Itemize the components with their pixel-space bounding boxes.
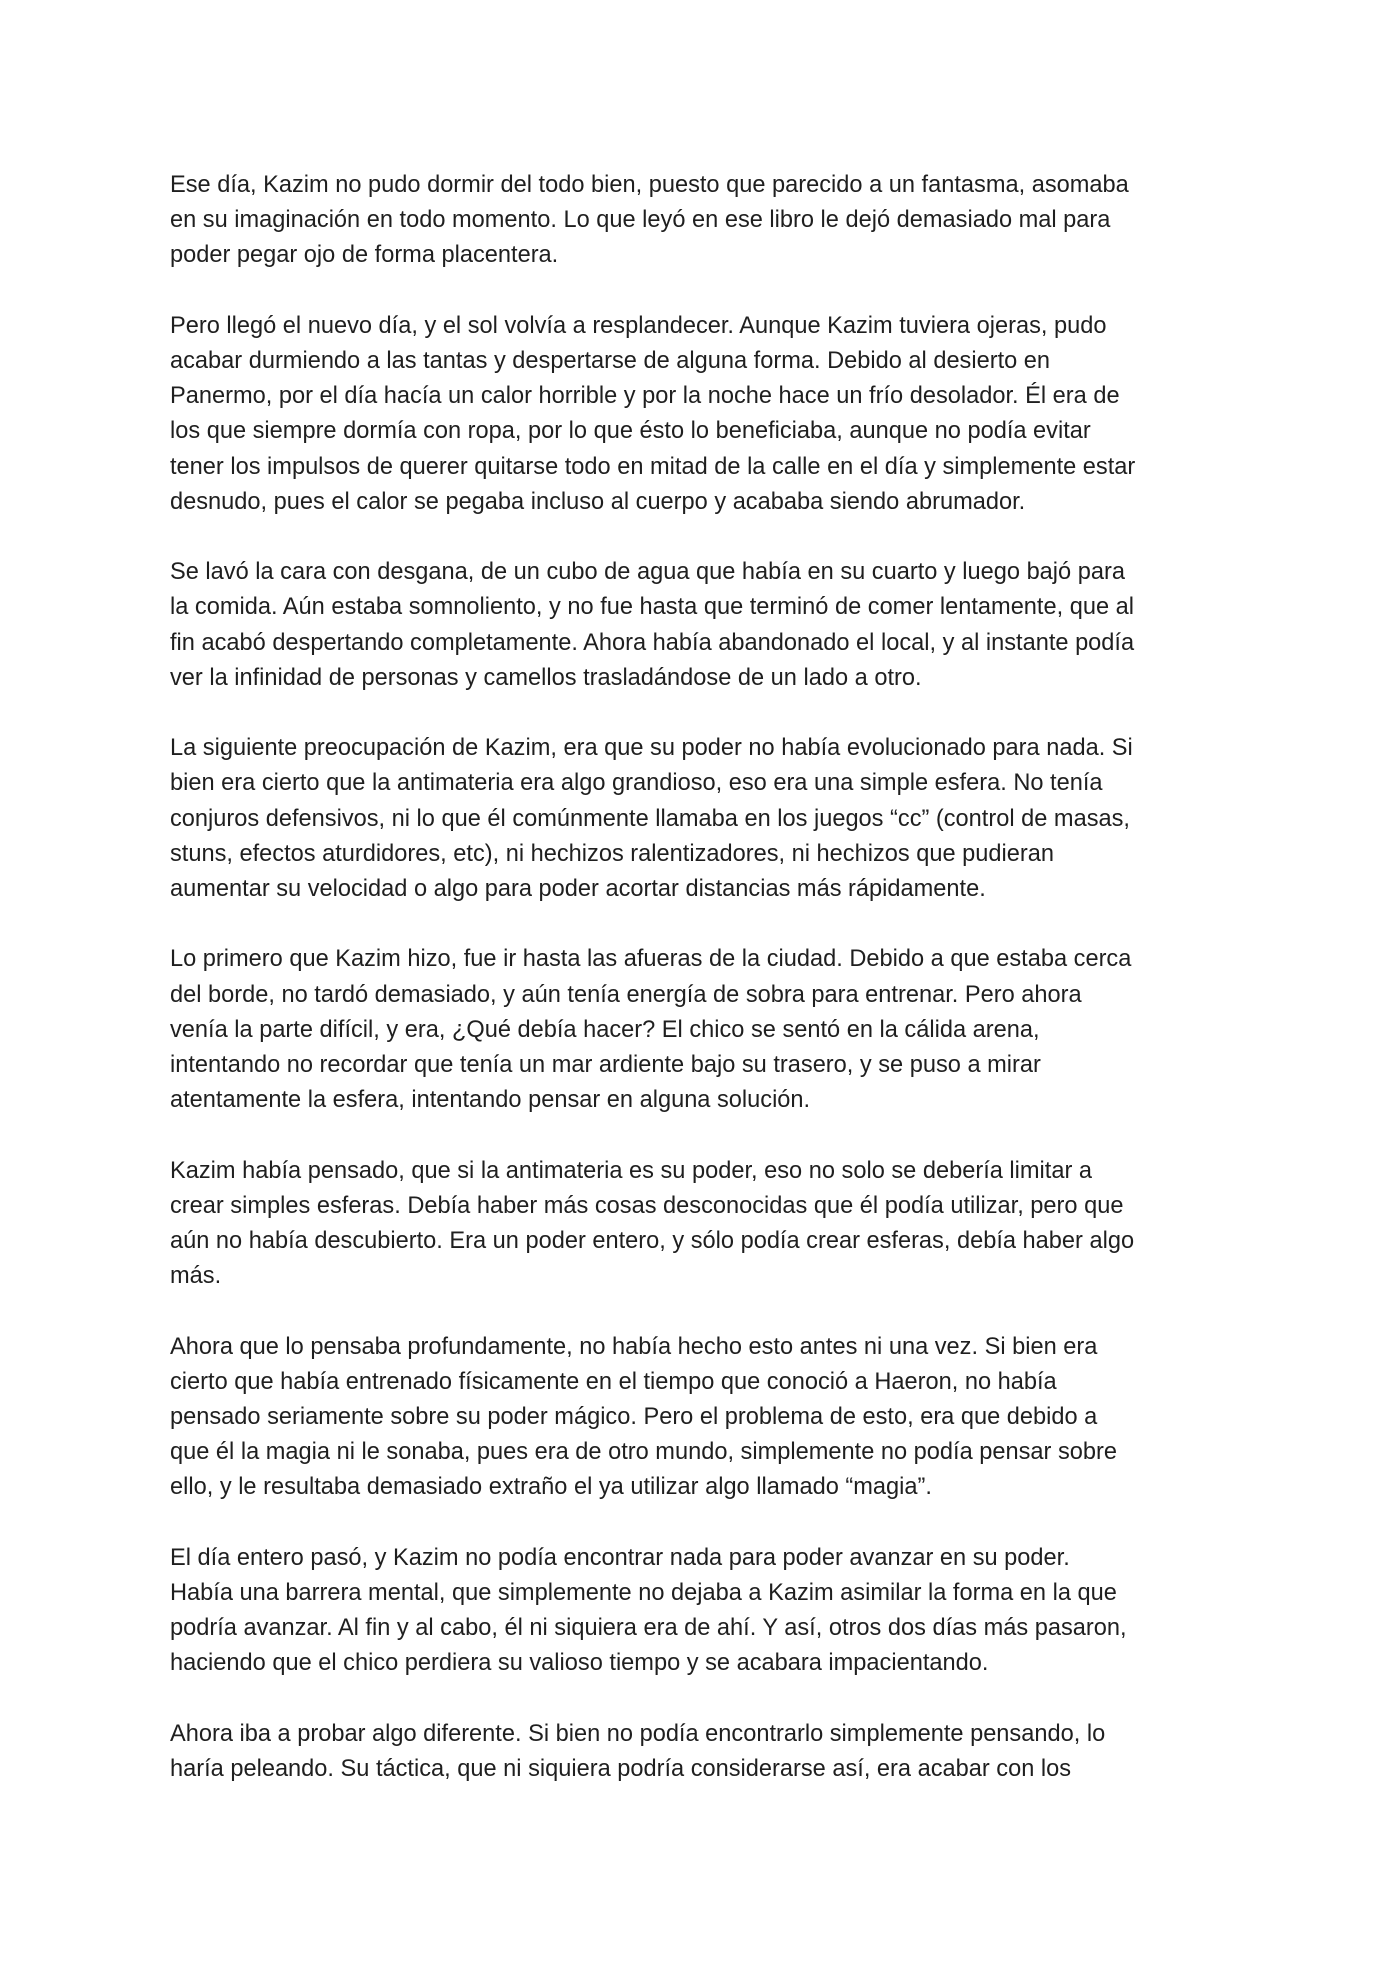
paragraph-2: Pero llegó el nuevo día, y el sol volvía a resplandecer. Aunque Kazim tuviera ojeras, pudo acabar durmiendo a las tantas y despertarse de alguna forma. Debido al desierto en Panermo, por el día hacía un calor horrible y por la noche hace un frío desolador. Él era de los que siempre dormía con ropa, por lo que ésto lo beneficiaba, aunque no podía evitar tener los impulsos de querer quitarse todo en mitad de la calle en el día y simplemente estar desnudo, pues el calor se pegaba incluso al cuerpo y acababa siendo abrumador. — [170, 312, 1136, 515]
paragraph-7: Ahora que lo pensaba profundamente, no había hecho esto antes ni una vez. Si bien era cierto que había entrenado físicamente en el tiempo que conoció a Haeron, no había pensado seriamente sobre su poder mágico. Pero el problema de esto, era que debido a que él la magia ni le sonaba, pues era de otro mundo, simplemente no podía pensar sobre ello, y le resultaba demasiado extraño el ya utilizar algo llamado “magia”. — [170, 1333, 1117, 1501]
paragraph-3: Se lavó la cara con desgana, de un cubo de agua que había en su cuarto y luego bajó para la comida. Aún estaba somnoliento, y no fue hasta que terminó de comer lentamente, que al fin acabó despertando completamente. Ahora había abandonado el local, y al instante podía ver la infinidad de personas y camellos trasladándose de un lado a otro. — [170, 559, 1135, 691]
paragraph-8: El día entero pasó, y Kazim no podía encontrar nada para poder avanzar en su poder. Había una barrera mental, que simplemente no dejaba a Kazim asimilar la forma en la que podría avanzar. Al fin y al cabo, él ni siquiera era de ahí. Y así, otros dos días más pasaron, haciendo que el chico perdiera su valioso tiempo y se acabara impacientando. — [170, 1544, 1127, 1677]
paragraph-6: Kazim había pensado, que si la antimateria es su poder, eso no solo se debería limitar a crear simples esferas. Debía haber más cosas desconocidas que él podía utilizar, pero que aún no había descubierto. Era un poder entero, y sólo podía crear esferas, debía haber algo más. — [170, 1157, 1135, 1290]
paragraph-5: Lo primero que Kazim hizo, fue ir hasta las afueras de la ciudad. Debido a que estaba cerca del borde, no tardó demasiado, y aún tenía energía de sobra para entrenar. Pero ahora venía la parte difícil, y era, ¿Qué debía hacer? El chico se sentó en la cálida arena, intentando no recordar que tenía un mar ardiente bajo su trasero, y se puso a mirar atentamente la esfera, intentando pensar en alguna solución. — [170, 946, 1132, 1114]
paragraph-4: La siguiente preocupación de Kazim, era que su poder no había evolucionado para nada. Si bien era cierto que la antimateria era algo grandioso, eso era una simple esfera. No tenía conjuros defensivos, ni lo que él comúnmente llamaba en los juegos “cc” (control de masas, stuns, efectos aturdidores, etc), ni hechizos ralentizadores, ni hechizos que pudieran aumentar su velocidad o algo para poder acortar distancias más rápidamente. — [170, 735, 1133, 903]
document-body — [170, 168, 1232, 1822]
paragraph-1: Ese día, Kazim no pudo dormir del todo bien, puesto que parecido a un fantasma, asomaba en su imaginación en todo momento. Lo que leyó en ese libro le dejó demasiado mal para poder pegar ojo de forma placentera. — [170, 172, 1129, 269]
paragraph-9: Ahora iba a probar algo diferente. Si bien no podía encontrarlo simplemente pensando, lo haría peleando. Su táctica, que ni siquiera podría considerarse así, era acabar con los — [170, 1720, 1106, 1783]
